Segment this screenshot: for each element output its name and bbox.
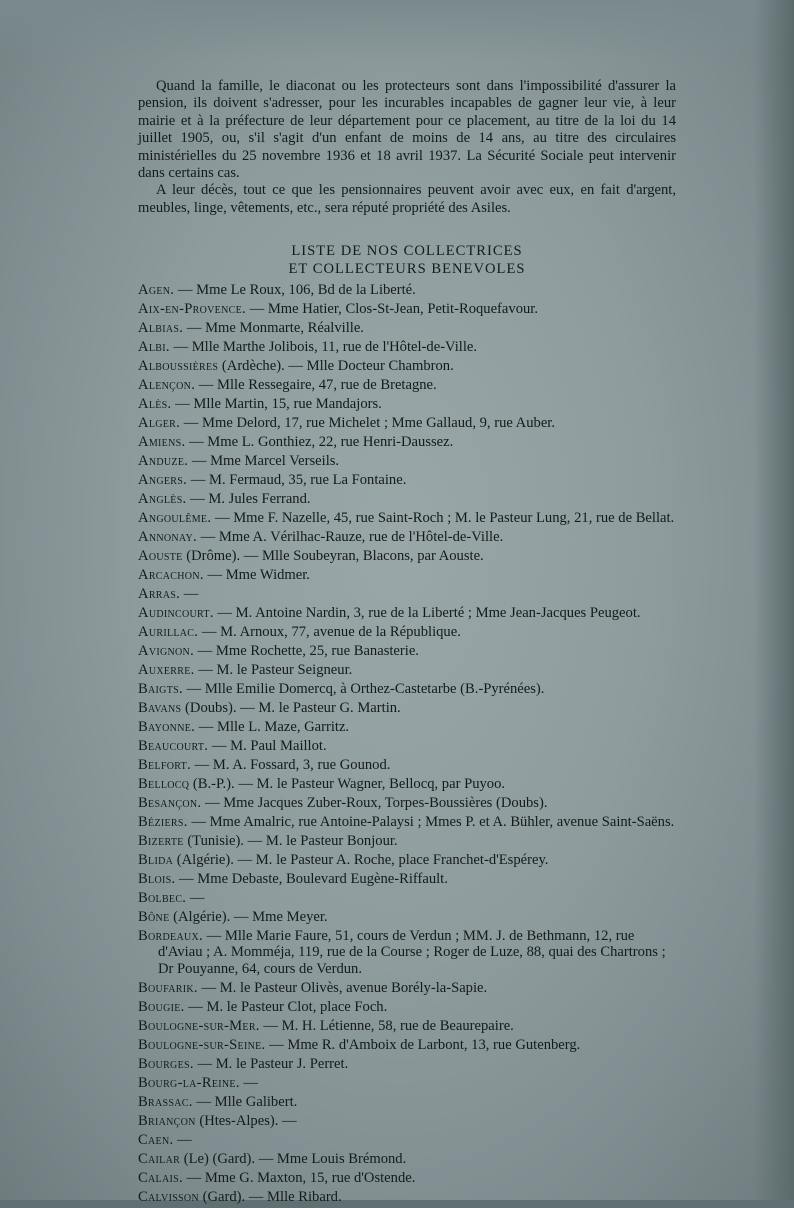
intro-paragraph: Quand la famille, le diaconat ou les protecteurs sont dans l'impossibilité d'assurer la pension, ils doivent s'adresser, pour les incurables incapables de gagner leur vie, à leur mairie et à la préfecture de leur département pour ce placement, au titre de la loi du 14 juillet 1905, ou, s'il s'agit d'un enfant de moins de 14 ans, au titre des circulaires ministérielles du 25 novembre 1936 et 18 avril 1937. La Sécurité Sociale peut intervenir dans certains cas. [138,78,676,182]
place-name: Boufarik. [138,980,198,997]
collector-details: — Mme Delord, 17, rue Michelet ; Mme Gallaud, 9, rue Auber. [180,414,555,431]
list-item [138,1151,676,1168]
place-name: Auxerre. [138,661,195,678]
collector-details: — M. Jules Ferrand. [186,490,311,507]
collector-details: — Mlle Emilie Domercq, à Orthez-Castetarbe (B.-Pyrénées). [182,680,545,697]
list-item [138,681,676,698]
place-name: Bolbec. [138,889,187,906]
list-heading-line: ET COLLECTEURS BENEVOLES [288,260,526,277]
collector-details: (Drôme). — Mlle Soubeyran, Blacons, par Aouste. [182,547,484,564]
collector-details: — Mme Le Roux, 106, Bd de la Liberté. [174,282,416,299]
collector-details: — M. A. Fossard, 3, rue Gounod. [190,756,391,773]
list-heading [138,243,676,278]
list-item [138,719,676,736]
list-item [138,1094,676,1111]
list-item [138,776,676,793]
place-name: Anglès. [138,490,187,507]
place-name: Bavans [138,699,182,716]
place-name: Boulogne-sur-Mer. [138,1018,260,1035]
list-item [138,529,676,546]
place-name: Calais. [138,1169,183,1186]
list-item [138,605,676,622]
place-name: Audincourt. [138,604,214,621]
collector-details: — M. Antoine Nardin, 3, rue de la Liberté ; Mme Jean-Jacques Peugeot. [213,604,641,621]
list-item [138,738,676,755]
list-item [138,491,676,508]
place-name: Arras. [138,585,181,602]
collector-details: — Mlle Marie Faure, 51, cours de Verdun ; MM. J. de Bethmann, 12, rue d'Aviau ; A. Momméja, 119, rue de la Course ; Roger de Luze, 88, quai des Chartrons ; Dr Pouyanne, 64, cours de Verdun. [158,927,666,978]
place-name: Angoulême. [138,509,212,526]
place-name: Amiens. [138,433,186,450]
collector-details: — M. le Pasteur Olivès, avenue Borély-la-Sapie. [197,980,488,997]
list-item [138,301,676,318]
place-name: Briançon [138,1113,196,1129]
place-name: Alès. [138,395,172,412]
list-item [138,567,676,584]
collector-details: — Mme R. d'Amboix de Larbont, 13, rue Gutenberg. [265,1037,581,1054]
place-name: Bougie. [138,999,185,1016]
place-name: Agen. [138,282,175,299]
list-item [138,1189,676,1206]
list-item [138,999,676,1016]
list-item [138,510,676,527]
place-name: Blida [138,851,174,868]
place-name: Albias. [138,320,184,337]
collector-details: (Le) (Gard). — Mme Louis Brémond. [180,1150,407,1167]
list-item [138,1037,676,1054]
list-item [138,396,676,413]
list-item [138,434,676,451]
collector-details: — Mme Widmer. [203,566,310,583]
place-name: Beaucourt. [138,737,209,754]
collector-details: (Algérie). — Mme Meyer. [169,908,328,925]
place-name: Bayonne. [138,718,196,735]
place-name: Calvisson [138,1188,199,1205]
list-item [138,1018,676,1035]
collector-details: — Mme F. Nazelle, 45, rue Saint-Roch ; M. le Pasteur Lung, 21, rue de Bellat. [211,509,675,526]
place-name: Bourg-la-Reine. [138,1075,240,1092]
collector-details: — [239,1075,259,1092]
collector-details: (Doubs). — M. le Pasteur G. Martin. [181,699,401,716]
list-item [138,1170,676,1187]
collector-details: — Mme Hatier, Clos-St-Jean, Petit-Roquefavour. [245,301,538,318]
collector-details: — Mme A. Vérilhac-Rauze, rue de l'Hôtel-de-Ville. [197,528,504,545]
list-item [138,1075,676,1092]
collector-details: — M. Paul Maillot. [208,737,327,754]
collector-details: (Ardèche). — Mlle Docteur Chambron. [218,358,454,374]
page-edge-shadow [754,0,794,1200]
collector-details: (Htes-Alpes). — [195,1113,297,1129]
list-item [138,453,676,470]
place-name: Baigts. [138,680,183,697]
list-item [138,852,676,869]
collector-details: (Tunisie). — M. le Pasteur Bonjour. [183,832,398,849]
place-name: Aurillac. [138,623,199,640]
list-item [138,282,676,299]
place-name: Belfort. [138,756,191,773]
collector-list [138,282,676,1206]
collector-details: (B.-P.). — M. le Pasteur Wagner, Bellocq, par Puyoo. [189,775,506,792]
place-name: Annonay. [138,528,197,545]
collector-details: — Mme Amalric, rue Antoine-Palaysi ; Mmes P. et A. Bühler, avenue Saint-Saëns. [187,813,675,830]
list-item [138,624,676,641]
place-name: Bellocq [138,775,190,792]
collector-details: — Mme L. Gonthiez, 22, rue Henri-Daussez. [185,433,454,450]
place-name: Alboussières [138,358,219,374]
list-item [138,890,676,907]
collector-details: — Mme G. Maxton, 15, rue d'Ostende. [182,1169,416,1186]
list-item [138,1056,676,1073]
place-name: Bizerte [138,832,184,849]
list-item [138,833,676,850]
place-name: Alger. [138,414,181,431]
collector-details: — Mme Marcel Verseils. [188,452,340,469]
place-name: Arcachon. [138,566,204,583]
list-heading-line: LISTE DE NOS COLLECTRICES [291,243,523,260]
place-name: Caen. [138,1131,174,1148]
list-item [138,700,676,717]
place-name: Blois. [138,870,176,887]
list-item [138,871,676,888]
page-content [138,78,676,1208]
place-name: Cailar [138,1150,181,1167]
place-name: Alençon. [138,376,196,393]
list-item [138,1132,676,1149]
collector-details: (Gard). — Mlle Ribard. [198,1188,342,1205]
list-item [138,643,676,660]
list-item [138,928,676,978]
collector-details: — Mlle L. Maze, Garritz. [195,718,350,735]
place-name: Brassac. [138,1094,193,1111]
collector-details: — Mlle Martin, 15, rue Mandajors. [171,395,382,412]
place-name: Béziers. [138,813,188,830]
collector-details: — Mme Monmarte, Réalville. [183,320,364,337]
collector-details: — M. le Pasteur Seigneur. [194,661,353,678]
collector-details: — Mme Rochette, 25, rue Banasterie. [194,642,419,659]
list-item [138,548,676,565]
list-item [138,415,676,432]
place-name: Besançon. [138,794,202,811]
place-name: Anduze. [138,452,189,469]
collector-details: — Mme Jacques Zuber-Roux, Torpes-Boussières (Doubs). [201,794,548,811]
list-item [138,909,676,926]
list-item [138,795,676,812]
list-item [138,662,676,679]
place-name: Bourges. [138,1056,194,1073]
list-item [138,339,676,356]
place-name: Aix-en-Provence. [138,301,246,318]
page-fold-shadow [0,0,794,60]
place-name: Bordeaux. [138,927,203,944]
list-item [138,757,676,774]
place-name: Bône [138,908,170,925]
collector-details: — M. le Pasteur Clot, place Foch. [184,999,388,1016]
collector-details: — Mlle Ressegaire, 47, rue de Bretagne. [195,376,437,393]
place-name: Avignon. [138,642,195,659]
list-item [138,377,676,394]
place-name: Aouste [138,547,183,564]
list-item [138,980,676,997]
collector-details: — Mme Debaste, Boulevard Eugène-Riffault. [175,870,448,887]
collector-details: — M. le Pasteur J. Perret. [193,1056,349,1073]
list-item [138,472,676,489]
collector-details: — [173,1131,192,1148]
place-name: Angers. [138,471,188,488]
place-name: Albi. [138,339,170,356]
collector-details: — M. Fermaud, 35, rue La Fontaine. [187,471,407,488]
list-item [138,320,676,337]
place-name: Boulogne-sur-Seine. [138,1037,266,1054]
list-item [138,358,676,375]
list-item [138,814,676,831]
list-item [138,586,676,603]
collector-details: — [186,889,205,906]
collector-details: — Mlle Galibert. [192,1094,298,1111]
collector-details: (Algérie). — M. le Pasteur A. Roche, place Franchet-d'Espérey. [173,851,549,868]
list-item [138,1113,676,1130]
collector-details: — Mlle Marthe Jolibois, 11, rue de l'Hôtel-de-Ville. [169,339,478,356]
intro-paragraph: A leur décès, tout ce que les pensionnaires peuvent avoir avec eux, en fait d'argent, meubles, linge, vêtements, etc., sera réputé propriété des Asiles. [138,182,676,216]
collector-details: — [180,585,199,602]
collector-details: — M. Arnoux, 77, avenue de la République. [198,623,461,640]
collector-details: — M. H. Létienne, 58, rue de Beaurepaire. [259,1018,514,1035]
